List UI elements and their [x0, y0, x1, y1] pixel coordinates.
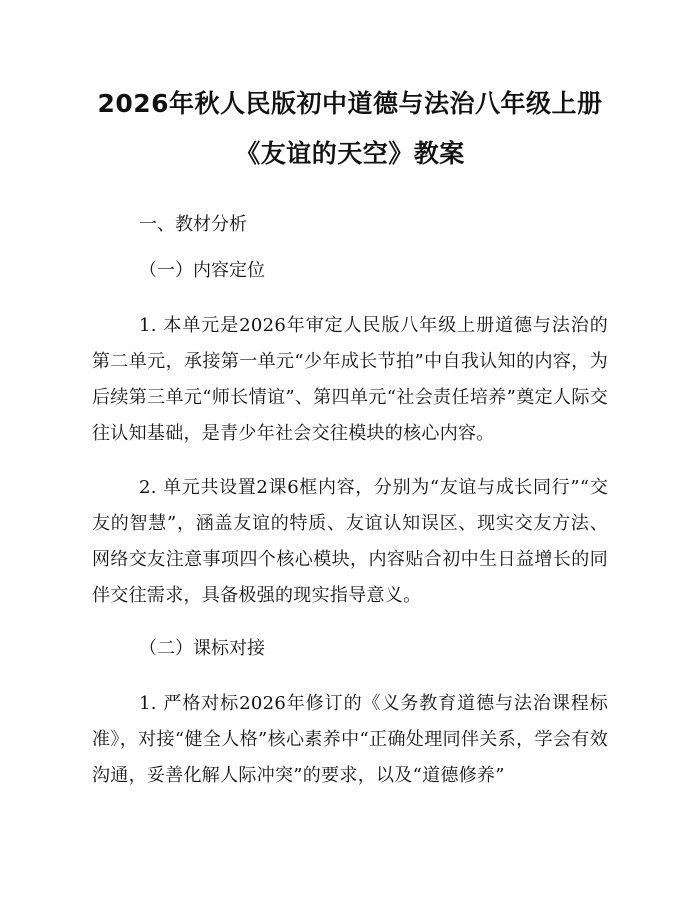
paragraph-curriculum-standard: 1. 严格对标2026年修订的《义务教育道德与法治课程标准》，对接“健全人格”核心素养中“正确处理同伴关系，学会有效沟通，妥善化解人际冲突”的要求，以及“道德修养”: [92, 693, 608, 786]
section-heading-textbook-analysis: 一、教材分析: [139, 214, 247, 235]
paragraph-unit-position: 1. 本单元是2026年审定人民版八年级上册道德与法治的第二单元，承接第一单元“少年成长节拍”中自我认知的内容，为后续第三单元“师长情谊”、第四单元“社会责任培养”奠定人际交往认知基础，是青少年社会交往模块的核心内容。: [92, 315, 608, 444]
document-title-line1: 2026年秋人民版初中道德与法治八年级上册: [97, 89, 603, 118]
subsection-heading-content-positioning: （一）内容定位: [139, 260, 265, 281]
document-title-line2: 《友谊的天空》教案: [235, 139, 465, 168]
subsection-heading-curriculum-alignment: （二）课标对接: [139, 638, 265, 659]
paragraph-unit-structure: 2. 单元共设置2课6框内容，分别为“友谊与成长同行”“交友的智慧”，涵盖友谊的特质、友谊认知误区、现实交友方法、网络交友注意事项四个核心模块，内容贴合初中生日益增长的同伴交往需求，具备极强的现实指导意义。: [92, 477, 608, 606]
